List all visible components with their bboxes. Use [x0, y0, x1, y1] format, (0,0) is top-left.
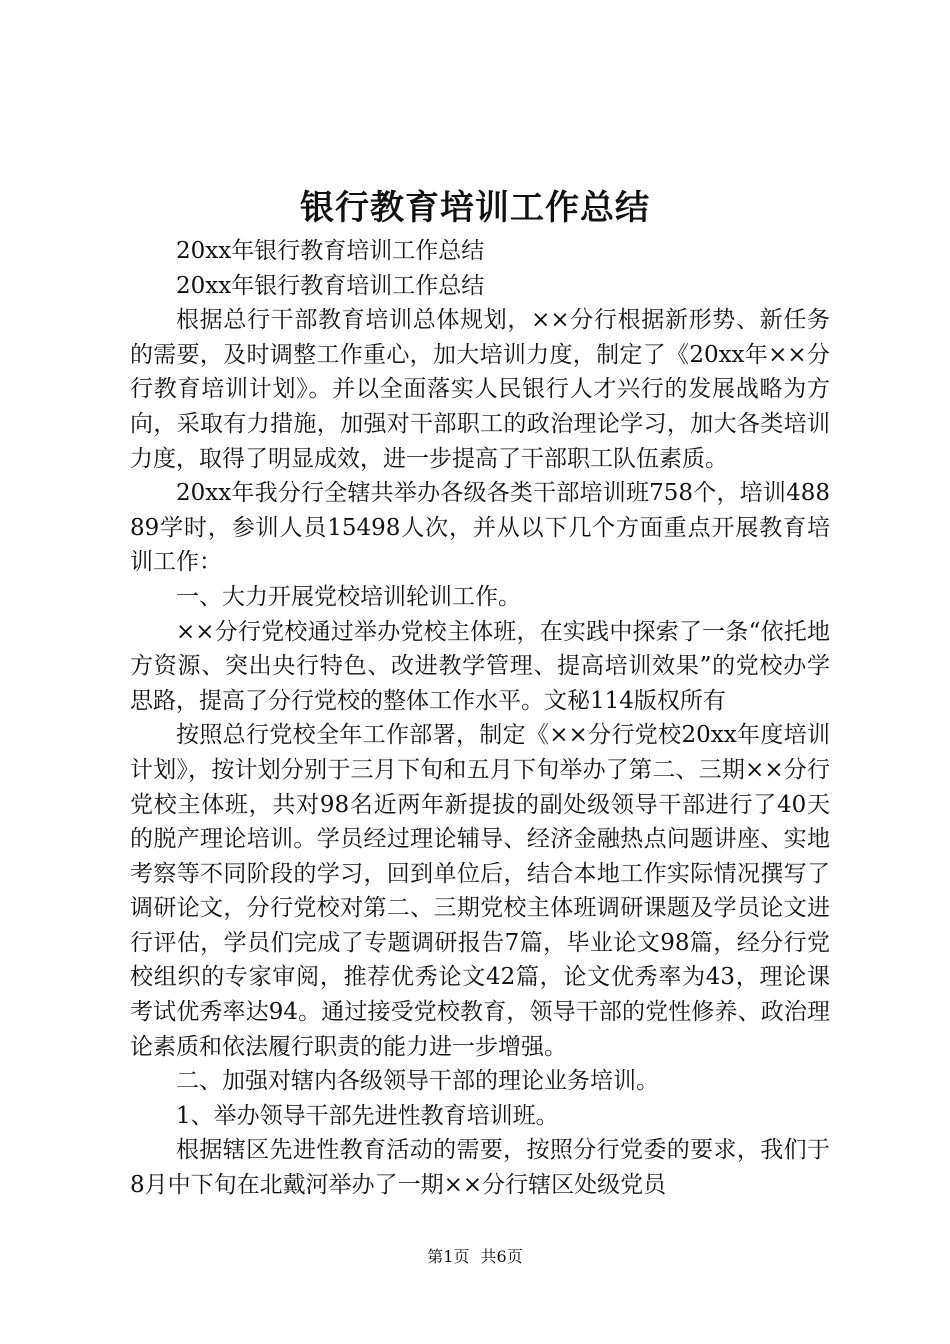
paragraph: 根据辖区先进性教育活动的需要，按照分行党委的要求，我们于8月中下旬在北戴河举办了一期××分行辖区处级党员 [130, 1137, 830, 1199]
paragraph: 根据总行干部教育培训总体规划，××分行根据新形势、新任务的需要，及时调整工作重心，加大培训力度，制定了《20xx年××分行教育培训计划》。并以全面落实人民银行人才兴行的发展战略为方向，采取有力措施，加强对干部职工的政治理论学习，加大各类培训力度，取得了明显成效，进一步提高了干部职工队伍素质。 [130, 307, 830, 472]
page-footer [0, 1246, 950, 1268]
paragraph: 20xx年银行教育培训工作总结 [176, 272, 485, 299]
paragraph: 20xx年银行教育培训工作总结 [176, 238, 485, 264]
section-heading: 二、加强对辖内各级领导干部的理论业务培训。 [176, 1068, 659, 1095]
page-number: 第1页 [427, 1247, 470, 1266]
paragraph: 20xx年我分行全辖共举办各级各类干部培训班758个，培训48889学时，参训人员15498人次，并从以下几个方面重点开展教育培训工作： [130, 480, 830, 576]
section-heading: 一、大力开展党校培训轮训工作。 [176, 583, 521, 610]
paragraph: 按照总行党校全年工作部署，制定《××分行党校20xx年度培训计划》，按计划分别于三月下旬和五月下旬举办了第二、三期××分行党校主体班，共对98名近两年新提拔的副处级领导干部进行了40天的脱产理论培训。学员经过理论辅导、经济金融热点问题讲座、实地考察等不同阶段的学习，回到单位后，结合本地工作实际情况撰写了调研论文，分行党校对第二、三期党校主体班调研课题及学员论文进行评估，学员们完成了专题调研报告7篇，毕业论文98篇，经分行党校组织的专家审阅，推荐优秀论文42篇，论文优秀率为43，理论课考试优秀率达94。通过接受党校教育，领导干部的党性修养、政治理论素质和依法履行职责的能力进一步增强。 [130, 722, 830, 1060]
subsection-heading: 1、举办领导干部先进性教育培训班。 [176, 1102, 559, 1129]
document-title: 银行教育培训工作总结 [300, 188, 650, 228]
page-total: 共6页 [480, 1247, 523, 1266]
paragraph: ××分行党校通过举办党校主体班，在实践中探索了一条“依托地方资源、突出央行特色、改进教学管理、提高培训效果”的党校办学思路，提高了分行党校的整体工作水平。文秘114版权所有 [130, 618, 830, 714]
document-body [130, 234, 830, 1203]
